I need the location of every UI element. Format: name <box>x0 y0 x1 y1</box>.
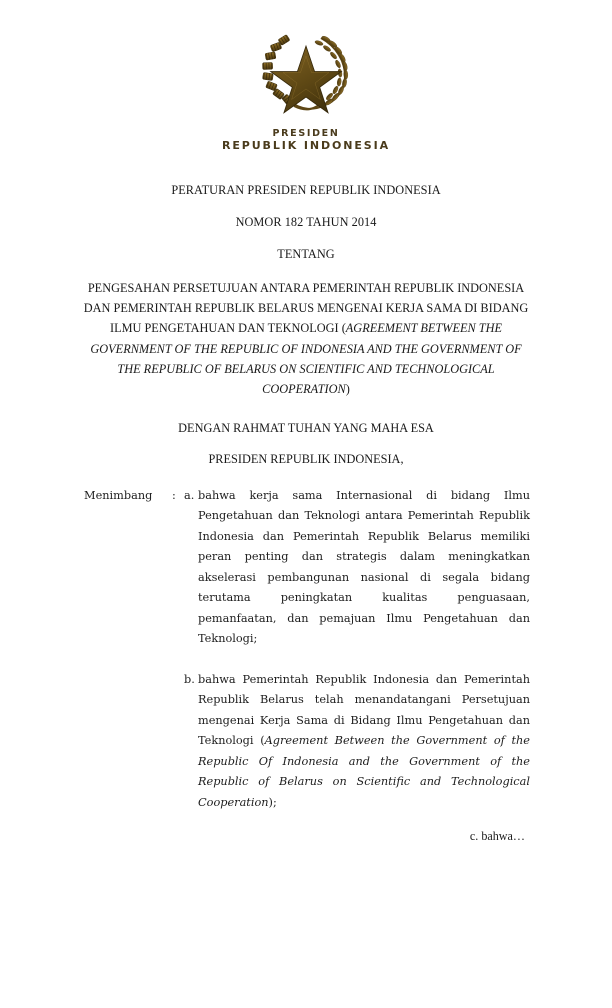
masthead-republik-indonesia-text: REPUBLIK INDONESIA <box>221 139 391 153</box>
subject-italic-part: AGREEMENT BETWEEN THE GOVERNMENT OF THE REPUBLIC OF INDONESIA AND THE GOVERNMENT OF THE REPUBLIC OF BELARUS ON SCIENTIFIC AND TECHNOLOGICAL COOPERATION <box>90 321 522 397</box>
item-text-b <box>198 670 530 813</box>
masthead-presiden-text: PRESIDEN <box>272 128 340 139</box>
item-b-plain-part: bahwa Pemerintah Republik Indonesia dan Pemerintah Republik Belarus telah menandatangani Persetujuan mengenai Kerja Sama di Bidang Ilmu Pengetahuan dan Teknologi ( <box>198 673 530 748</box>
item-marker-b: b. <box>184 673 195 687</box>
consideration-item-a <box>84 486 530 650</box>
enactment-gap <box>83 438 529 449</box>
menimbang-colon: : <box>172 489 176 502</box>
title-gap-3 <box>83 265 529 278</box>
subject-close-paren: ) <box>345 382 350 397</box>
title-gap-2 <box>83 232 529 244</box>
tentang-label: TENTANG <box>277 247 335 262</box>
subject-plain-part: PENGESAHAN PERSETUJUAN ANTARA PEMERINTAH REPUBLIK INDONESIA DAN PEMERINTAH REPUBLIK BELARUS MENGENAI KERJA SAMA DI BIDANG ILMU PENGETAHUAN DAN TEKNOLOGI ( <box>83 280 529 336</box>
page-continuation-marker: c. bahwa… <box>469 829 525 843</box>
blessing-line: DENGAN RAHMAT TUHAN YANG MAHA ESA <box>178 421 434 435</box>
item-b-close-part: ); <box>268 795 277 809</box>
considerations-section <box>84 486 530 813</box>
enactment-block <box>83 418 529 469</box>
masthead <box>0 26 612 153</box>
title-block <box>83 180 529 399</box>
authority-line: PRESIDEN REPUBLIK INDONESIA, <box>208 452 404 467</box>
item-text-a: bahwa kerja sama Internasional di bidang Ilmu Pengetahuan dan Teknologi antara Pemerintah Republik Indonesia dan Pemerintah Republik Belarus memiliki peran penting dan strategis dalam meningkatkan akselerasi pembangunan nasional di segala bidang terutama peningkatan kualitas penguasaan, pemanfaatan, dan pemajuan Ilmu Pengetahuan dan Teknologi; <box>198 489 530 646</box>
consideration-item-b <box>84 670 530 813</box>
item-marker-a: a. <box>184 489 195 502</box>
regulation-number: NOMOR 182 TAHUN 2014 <box>235 215 377 230</box>
title-gap-1 <box>83 200 529 212</box>
regulation-type: PERATURAN PRESIDEN REPUBLIK INDONESIA <box>171 183 441 197</box>
regulation-subject <box>83 278 529 400</box>
garuda-star-wreath-emblem <box>254 26 358 122</box>
item-b-italic-part: Agreement Between the Government of the Republic Of Indonesia and the Government of the Republic of Belarus on Scientific and Technological Cooperation <box>198 734 530 809</box>
menimbang-label: Menimbang <box>84 489 153 502</box>
